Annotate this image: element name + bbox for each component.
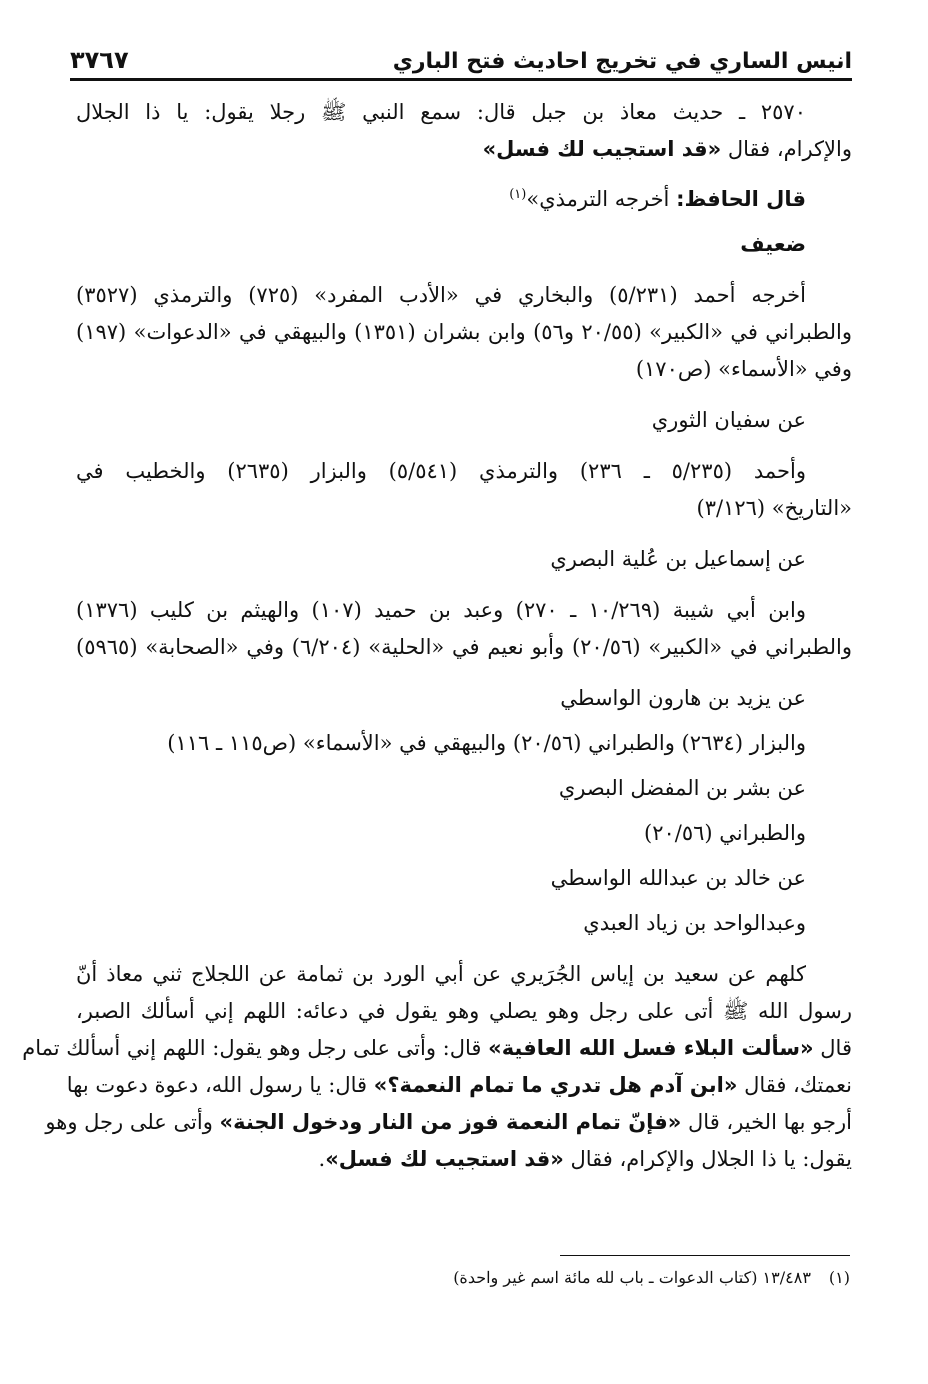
footnote-number: (١) [828, 1268, 850, 1287]
narrator-line: عن سفيان الثوري [651, 408, 806, 432]
narration-line: يقول: يا ذا الجلال والإكرام، فقال «قد استجيب لك فسل». [318, 1147, 852, 1171]
takhrij-line: وابن أبي شيبة (١٠/٢٦٩ ـ ٢٧٠) وعبد بن حميد (١٠٧) والهيثم بن كليب (١٣٧٦) [76, 598, 806, 622]
narrator-line: عن خالد بن عبدالله الواسطي [550, 866, 806, 890]
hadith-line-1: ٢٥٧٠ ـ حديث معاذ بن جبل قال: سمع النبي ﷺ رجلا يقول: يا ذا الجلال [76, 100, 806, 124]
prophetic-quote: «ابن آدم هل تدري ما تمام النعمة؟» [373, 1073, 738, 1097]
narrator-line: عن يزيد بن هارون الواسطي [560, 686, 806, 710]
hafiz-label: قال الحافظ: [676, 187, 806, 211]
takhrij-line: أخرجه أحمد (٥/٢٣١) والبخاري في «الأدب المفرد» (٧٢٥) والترمذي (٣٥٢٧) [76, 283, 806, 307]
footnote-text: ١٣/٤٨٣ (كتاب الدعوات ـ باب لله مائة اسم غير واحدة) [453, 1268, 811, 1287]
takhrij-line: والطبراني (٢٠/٥٦) [644, 821, 806, 845]
footnote [453, 1268, 850, 1287]
narration-line: قال «سألت البلاء فسل الله العافية» قال: وأتى على رجل وهو يقول: اللهم إني أسألك تمام [22, 1036, 852, 1060]
footnote-divider [560, 1255, 850, 1256]
page-header [70, 30, 852, 81]
page-number: ٣٧٦٧ [70, 46, 129, 74]
hafiz-line: قال الحافظ: أخرجه الترمذي»$^{(١)}$ [509, 187, 806, 211]
narrator-line: عن بشر بن المفضل البصري [558, 776, 806, 800]
prophetic-quote: «سألت البلاء فسل الله العافية» [488, 1036, 814, 1060]
takhrij-line: «التاريخ» (٣/١٢٦) [696, 496, 852, 520]
page-body [22, 94, 852, 1178]
takhrij-line: والطبراني في «الكبير» (٢٠/٥٦) وأبو نعيم في «الحلية» (٦/٢٠٤) وفي «الصحابة» (٥٩٦٥) [76, 635, 852, 659]
takhrij-line: وفي «الأسماء» (ص١٧٠) [635, 357, 852, 381]
narration-line: كلهم عن سعيد بن إياس الجُرَيري عن أبي الورد بن ثمامة عن اللجلاج ثني معاذ أنّ [76, 962, 806, 986]
grade-heading: ضعيف [740, 232, 806, 256]
narration-line: رسول الله ﷺ أتى على رجل وهو يصلي وهو يقول في دعائه: اللهم إني أسألك الصبر، [76, 999, 852, 1023]
prophetic-quote: «قد استجيب لك فسل» [325, 1147, 564, 1171]
hadith-line-2: والإكرام، فقال «قد استجيب لك فسل» [482, 137, 852, 161]
narrator-line: عن إسماعيل بن عُلية البصري [550, 547, 806, 571]
book-title: انيس الساري في تخريج احاديث فتح الباري [392, 49, 852, 74]
prophetic-quote: «فإنّ تمام النعمة فوز من النار ودخول الجنة» [219, 1110, 682, 1134]
takhrij-line: والبزار (٢٦٣٤) والطبراني (٢٠/٥٦) والبيهقي في «الأسماء» (ص١١٥ ـ ١١٦) [167, 731, 806, 755]
prophetic-quote: «قد استجيب لك فسل» [482, 137, 722, 161]
footnote-ref: (١) [509, 187, 527, 202]
narrator-line: وعبدالواحد بن زياد العبدي [583, 911, 806, 935]
takhrij-line: وأحمد (٥/٢٣٥ ـ ٢٣٦) والترمذي (٥/٥٤١) والبزار (٢٦٣٥) والخطيب في [76, 459, 806, 483]
takhrij-line: والطبراني في «الكبير» (٢٠/٥٥ و٥٦) وابن بشران (١٣٥١) والبيهقي في «الدعوات» (١٩٧) [76, 320, 852, 344]
narration-line: أرجو بها الخير، قال «فإنّ تمام النعمة فوز من النار ودخول الجنة» وأتى على رجل وهو [45, 1110, 852, 1134]
narration-line: نعمتك، فقال «ابن آدم هل تدري ما تمام النعمة؟» قال: يا رسول الله، دعوة دعوت بها [66, 1073, 852, 1097]
